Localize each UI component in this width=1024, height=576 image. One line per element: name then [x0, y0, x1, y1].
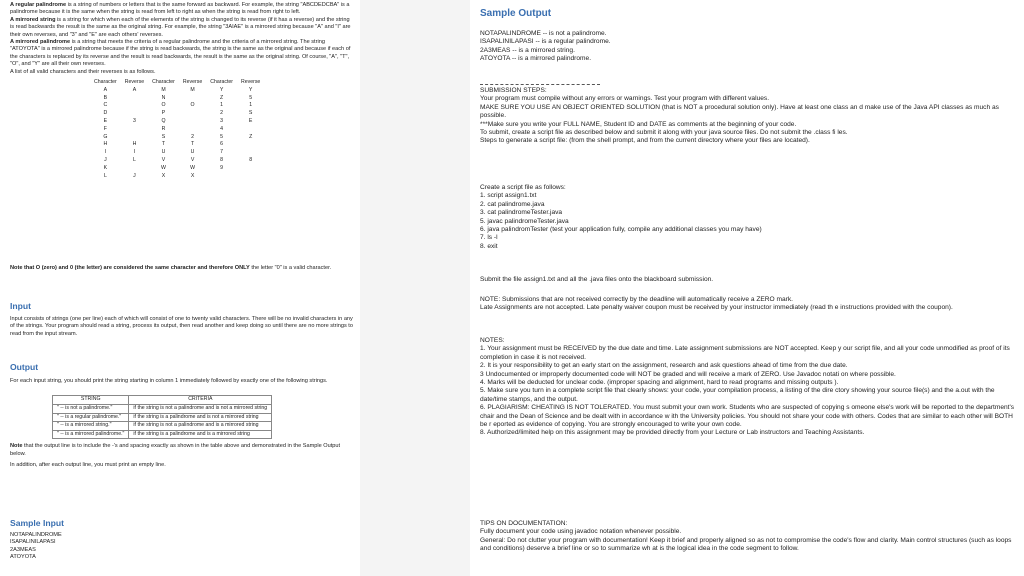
table-cell: 1	[220, 102, 224, 109]
sample-input-line: ISAPALINILAPASI	[10, 539, 56, 546]
table-row	[90, 126, 264, 134]
list-intro: A list of all valid characters and their reverses is as follows.	[10, 68, 156, 75]
table-header: Character	[152, 79, 175, 86]
table-cell: X	[161, 172, 166, 179]
table-cell: 2	[220, 110, 224, 117]
sample-input-lines	[10, 532, 354, 562]
table-row	[90, 157, 264, 165]
table-row	[53, 405, 272, 414]
note-lead: Note	[10, 443, 23, 450]
sample-output-line: ATOYOTA -- is a mirrored palindrome.	[480, 55, 592, 63]
table-cell	[237, 165, 264, 173]
table-cell: M	[161, 86, 166, 93]
left-page	[0, 0, 360, 576]
right-page	[470, 0, 1024, 576]
create-step: 8. exit	[480, 242, 498, 250]
notes-section	[480, 337, 1016, 438]
table-cell: V	[190, 157, 195, 164]
table-cell: if the string is not a palindrome and is a mirrored string	[129, 422, 272, 431]
submission-lines	[480, 95, 1016, 145]
deadline-note-line: NOTE: Submissions that are not received correctly by the deadline will automatically receive a ZERO mark.	[480, 296, 793, 303]
note-text: the letter "0" is a valid character.	[249, 265, 332, 271]
tips-title: TIPS ON DOCUMENTATION:	[480, 520, 568, 527]
table-cell: N	[161, 94, 166, 101]
table-cell: I	[104, 149, 107, 156]
reverse-table	[90, 79, 264, 180]
table-cell	[121, 126, 148, 134]
intro-paragraph	[10, 2, 354, 17]
table-cell	[179, 95, 206, 103]
table-cell: 5	[220, 133, 224, 140]
tips-lines	[480, 528, 1016, 553]
table-cell: G	[103, 133, 108, 140]
sample-output-section	[480, 8, 1016, 64]
table-cell: 7	[220, 149, 224, 156]
table-row	[90, 134, 264, 142]
table-cell: P	[161, 110, 166, 117]
table-cell: R	[161, 125, 166, 132]
table-cell: W	[161, 164, 166, 171]
intro-paragraph	[10, 17, 354, 39]
table-row	[90, 173, 264, 181]
submission-line: MAKE SURE YOU USE AN OBJECT ORIENTED SOLUTION (that is NOT a procedural solution only). Have at least one class an d make use of the Java API classes as much as possible.	[480, 103, 999, 120]
table-cell: E	[248, 118, 253, 125]
create-step: 1. script assign1.txt	[480, 192, 537, 200]
table-cell: L	[103, 172, 107, 179]
mirrored-palindrome-definition: is a string that meets the criteria of a regular palindrome and the criteria of a mirrored string. The string "ATOYOTA" is a mirrored palindrome because if the string is read backwards, the string is the same as the original and because if each of the characters is replaced by its reverse and the result is read backwards, the result is the same as the original string. Of course, "A", "T", "O", and "Y" are all their own reverses.	[10, 39, 351, 68]
mirrored-palindrome-term: A mirrored palindrome	[10, 39, 71, 46]
submit-instruction: Submit the file assign1.txt and all the .java files onto the blackboard submission.	[480, 276, 714, 283]
table-cell: 4	[220, 125, 224, 132]
page-gap	[360, 0, 470, 576]
criteria-table-header	[53, 396, 272, 405]
regular-palindrome-term: A regular palindrome	[10, 2, 67, 8]
note-item: 3 Undocumented or improperly documented code will NOT be graded and will receive a mark of ZERO. Use Javadoc notati on where possible.	[480, 370, 896, 378]
table-cell	[121, 95, 148, 103]
tips-section	[480, 520, 1016, 554]
sample-output-lines	[480, 30, 1016, 64]
create-script-section	[480, 184, 1016, 251]
table-cell	[237, 126, 264, 134]
deadline-note-lines	[480, 296, 1016, 313]
table-cell: if the string is not a palindrome and is not a mirrored string	[129, 405, 272, 414]
table-cell: Y	[248, 86, 253, 93]
table-cell: Z	[220, 94, 224, 101]
create-script-title: Create a script file as follows:	[480, 184, 566, 191]
table-cell: " -- is not a palindrome."	[53, 405, 129, 414]
table-cell: " -- is a mirrored palindrome."	[53, 430, 129, 439]
table-cell: X	[190, 172, 195, 179]
table-cell: " -- is a mirrored string."	[53, 422, 129, 431]
table-cell: D	[103, 110, 108, 117]
table-cell: T	[161, 141, 166, 148]
table-cell: 2	[191, 133, 194, 140]
output-note	[10, 443, 354, 458]
mirrored-string-definition: is a string for which when each of the elements of the string is changed to its reverse (if it has a reverse) and the string is read backwards the result is the same as the original string. For example, the string "3AIAE" is a mirrored string because "A" and "I" are their own reverses, and "3" and "E" are each others' reverses.	[10, 16, 351, 38]
table-row	[53, 430, 272, 439]
note-lead: Note that O (zero) and 0 (the letter) are considered the same character and therefore	[10, 265, 235, 271]
table-row	[90, 149, 264, 157]
table-cell: if the string is a palindrome and is a mirrored string	[129, 430, 272, 439]
table-row	[53, 422, 272, 431]
intro-paragraph	[10, 39, 354, 69]
table-cell: S	[161, 133, 166, 140]
table-cell: F	[103, 125, 107, 132]
table-cell: 9	[220, 164, 224, 171]
note-section	[10, 265, 354, 272]
sample-input-heading: Sample Input	[10, 518, 64, 528]
table-cell: 3	[220, 118, 224, 125]
regular-palindrome-definition: is a string of numbers or letters that is the same forward as backward. For example, the string "ABCDEDCBA" is a palindrome because it is the same when the string is read from left to right as when the string is read from right to left.	[10, 2, 350, 16]
create-step: 7. ls -l	[480, 234, 498, 242]
sample-input-line: NOTAPALINDROME	[10, 532, 62, 538]
deadline-note-section	[480, 296, 1016, 313]
table-cell: " -- is a regular palindrome."	[53, 413, 129, 422]
mirrored-string-term: A mirrored string	[10, 16, 56, 23]
table-cell: A	[132, 86, 137, 93]
table-cell: H	[132, 141, 137, 148]
note-paragraph	[10, 265, 354, 272]
table-cell: I	[133, 149, 136, 156]
create-step: 2. cat palindrome.java	[480, 200, 545, 208]
table-cell: L	[133, 157, 136, 164]
note-item: 4. Marks will be deducted for unclear code. (improper spacing and alignment, hard to read programs and missing outputs ).	[480, 379, 839, 387]
table-header: Character	[94, 79, 117, 86]
table-cell	[206, 173, 237, 181]
table-cell	[237, 173, 264, 181]
sample-input-line: 2A3MEAS	[10, 546, 36, 553]
table-cell: Y	[219, 86, 224, 93]
reverse-table-body	[90, 87, 264, 181]
table-cell: if the string is a palindrome and is not a mirrored string	[129, 413, 272, 422]
table-cell: 3	[133, 118, 136, 125]
submission-line: Your program must compile without any errors or warnings. Test your program with different values.	[480, 95, 770, 103]
output-section	[10, 362, 354, 470]
criteria-table	[52, 395, 272, 439]
table-cell	[179, 118, 206, 126]
note-only: ONLY	[234, 265, 250, 271]
create-step: 5. javac palindromeTester.java	[480, 217, 569, 225]
criteria-table-body	[53, 405, 272, 439]
note-item: 5. Make sure you turn in a complete script file that clearly shows: your code, your compilation process, a listing of the dire ctory showing your source file(s) and the a.out with the date/time stamps, and the output.	[480, 387, 995, 403]
table-cell: V	[161, 157, 166, 164]
table-header: CRITERIA	[129, 396, 272, 405]
submission-title: SUBMISSION STEPS:	[480, 87, 547, 94]
table-cell: O	[161, 102, 166, 109]
sample-output-line: 2A3MEAS -- is a mirrored string.	[480, 46, 575, 54]
table-cell	[237, 149, 264, 157]
note-item: 1. Your assignment must be RECEIVED by the due date and time. Late assignment submissions are NOT accepted. Keep y our script file, and all your code unmodified as proof of its completion in case it is not received.	[480, 345, 1010, 361]
table-cell: E	[103, 118, 108, 125]
table-cell: T	[190, 141, 195, 148]
table-row	[90, 102, 264, 110]
note-item: 6. PLAGIARISM: CHEATING IS NOT TOLERATED. You must submit your own work. Students who are suspected of copying s omeone else's work will be reported to the department's chair and the Dean of Science and be dealt with in accordance w ith the University policies. You should not share your code with others. Codes that are similar to each other will BOTH be r eported as evidence of copying. You are strongly encouraged to write your own code.	[480, 404, 1015, 429]
input-description: Input consists of strings (one per line) each of which will consist of one to twenty valid characters. There will be no invalid characters in any of the strings. Your program should read a string, process its output, then read another and keep doing so until there are no more strings to read from the input stream.	[10, 316, 353, 337]
table-cell	[179, 110, 206, 118]
submission-line: ***Make sure you write your FULL NAME, Student ID and DATE as comments at the beginning of your code.	[480, 120, 797, 128]
notes-list	[480, 345, 1016, 437]
sample-input-line: ATOYOTA	[10, 554, 36, 561]
table-cell: 6	[220, 141, 224, 148]
note-item: 2. It is your responsibility to get an early start on the assignment, research and ask questions ahead of time from the due date.	[480, 362, 848, 370]
table-header: Reverse	[182, 79, 203, 86]
table-cell: 1	[249, 102, 253, 109]
sample-output-line: NOTAPALINDROME -- is not a palindrome.	[480, 30, 607, 37]
table-cell: A	[103, 86, 108, 93]
table-row	[90, 87, 264, 95]
note-text: that the output line is to include the -'s and spacing exactly as shown in the table above and demonstrated in the Sample Output below.	[10, 443, 341, 457]
divider	[480, 84, 600, 85]
table-row	[53, 413, 272, 422]
submission-section	[480, 84, 1016, 146]
note-item: 8. Authorized/limited help on this assignment may be provided directly from your Lecture or Lab instructors and Teaching Assistants.	[480, 429, 865, 437]
table-row	[90, 95, 264, 103]
table-cell: B	[103, 94, 108, 101]
deadline-note-line: Late Assignments are not accepted. Late penalty waiver coupon must be received by your instructor immediately (read th e instructions provided with the coupon).	[480, 304, 953, 312]
tip-line: Fully document your code using javadoc notation whenever possible.	[480, 528, 682, 536]
table-cell: H	[103, 141, 108, 148]
table-cell: 8	[220, 157, 224, 164]
table-cell: S	[248, 110, 253, 117]
empty-line-note: In addition, after each output line, you must print an empty line.	[10, 462, 166, 469]
create-step: 6. java palindromTester (test your application fully, compile any additional classes you may have)	[480, 226, 762, 234]
sample-output-heading: Sample Output	[480, 8, 552, 19]
table-cell: Z	[249, 133, 253, 140]
table-cell: 8	[249, 157, 253, 164]
intro-section	[10, 2, 354, 180]
output-description: For each input string, you should print the string starting in column 1 immediately followed by exactly one of the following strings.	[10, 378, 328, 384]
table-cell: C	[103, 102, 108, 109]
table-row	[90, 118, 264, 126]
table-cell	[121, 102, 148, 110]
create-steps	[480, 192, 1016, 251]
submit-section	[480, 276, 1016, 284]
table-cell	[121, 110, 148, 118]
reverse-table-header	[90, 79, 264, 87]
table-cell	[121, 134, 148, 142]
table-row	[90, 141, 264, 149]
input-heading: Input	[10, 301, 31, 311]
submission-line: Steps to generate a script file: (from the shell prompt, and from the current directory where your files are located).	[480, 137, 810, 145]
table-cell: J	[104, 157, 107, 164]
table-cell: M	[190, 86, 195, 93]
sample-input-section	[10, 518, 354, 562]
table-cell: O	[190, 102, 195, 109]
create-step: 3. cat palindromeTester.java	[480, 209, 563, 217]
table-cell: 5	[249, 94, 253, 101]
submission-line: To submit, create a script file as described below and submit it along with your java source files. Do not submit the .class fi les.	[480, 129, 848, 137]
table-header: STRING	[53, 396, 129, 405]
table-header: Reverse	[124, 79, 145, 86]
table-header: Reverse	[241, 79, 261, 86]
table-cell: K	[103, 164, 108, 171]
table-header: Character	[210, 79, 233, 86]
table-cell	[121, 165, 148, 173]
table-cell: U	[190, 149, 195, 156]
table-cell	[179, 126, 206, 134]
table-cell: J	[133, 172, 136, 179]
sample-output-line: ISAPALINILAPASI -- is a regular palindrome.	[480, 38, 611, 46]
input-section	[10, 301, 354, 338]
table-cell: U	[161, 149, 166, 156]
table-cell	[237, 141, 264, 149]
table-row	[90, 165, 264, 173]
tip-line: General: Do not clutter your program with documentation! Keep it brief and properly aligned so as not to compromise the code's flow and clarity. Main control structures (such as loops and conditions) deserve a brief line or so to summarize wh at is the logical idea in the code segment to follow.	[480, 536, 1012, 553]
notes-title: NOTES:	[480, 337, 505, 344]
output-heading: Output	[10, 362, 39, 372]
table-row	[90, 110, 264, 118]
table-cell: Q	[161, 118, 166, 125]
table-cell: W	[190, 164, 195, 171]
